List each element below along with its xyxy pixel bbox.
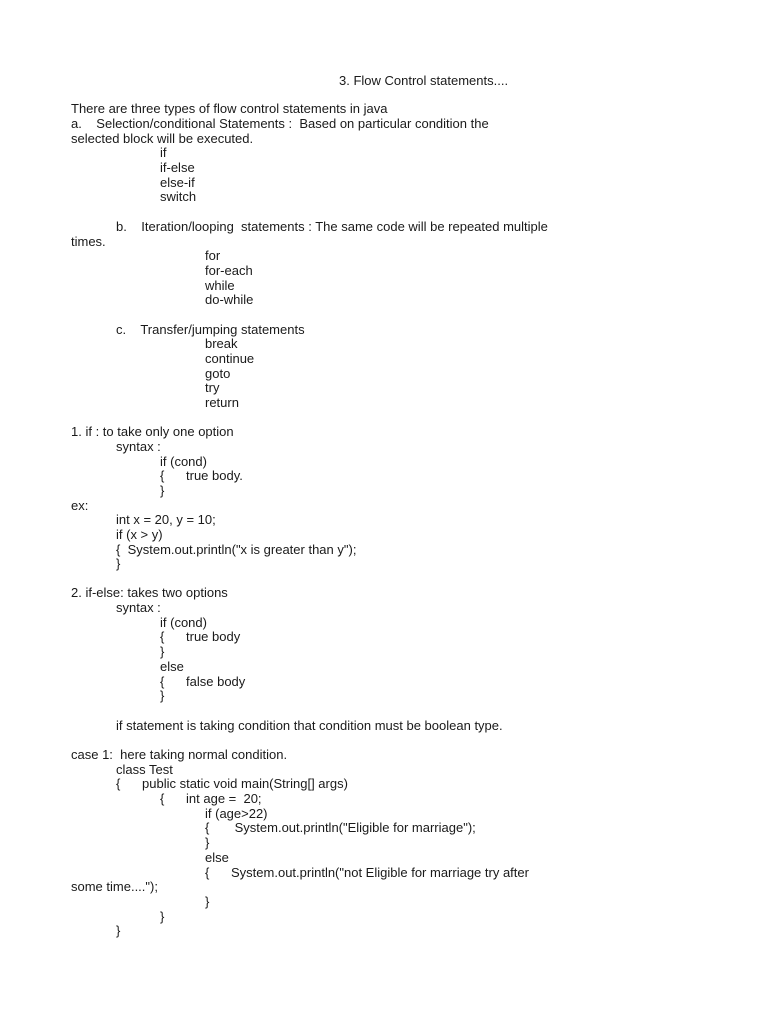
text-line: } bbox=[160, 909, 165, 924]
text-line: continue bbox=[205, 351, 255, 366]
text-line: case 1: here taking normal condition. bbox=[71, 747, 288, 762]
text-line: syntax : bbox=[116, 600, 161, 615]
text-line: int x = 20, y = 10; bbox=[116, 512, 216, 527]
text-line: { false body bbox=[160, 674, 246, 689]
text-line: class Test bbox=[116, 762, 173, 777]
text-line: for-each bbox=[205, 263, 253, 278]
text-line: syntax : bbox=[116, 439, 161, 454]
text-line: } bbox=[205, 835, 210, 850]
text-line: { true body. bbox=[160, 468, 243, 483]
text-line: 2. if-else: takes two options bbox=[71, 585, 228, 600]
text-line: { true body bbox=[160, 629, 241, 644]
text-line: if (age>22) bbox=[205, 806, 268, 821]
text-line: { public static void main(String[] args) bbox=[116, 776, 348, 791]
text-line: do-while bbox=[205, 292, 254, 307]
text-line: else bbox=[160, 659, 184, 674]
text-line: { System.out.println("Eligible for marriage"); bbox=[205, 820, 476, 835]
text-line: while bbox=[205, 278, 235, 293]
text-line: times. bbox=[71, 234, 106, 249]
text-line: { System.out.println("x is greater than y"); bbox=[116, 542, 357, 557]
text-line: a. Selection/conditional Statements : Based on particular condition the bbox=[71, 116, 489, 131]
text-line: if (cond) bbox=[160, 454, 207, 469]
text-line: c. Transfer/jumping statements bbox=[116, 322, 305, 337]
text-line: selected block will be executed. bbox=[71, 131, 254, 146]
text-line: ex: bbox=[71, 498, 89, 513]
text-line: } bbox=[160, 644, 165, 659]
document-title: 3. Flow Control statements.... bbox=[339, 73, 509, 88]
text-line: if (x > y) bbox=[116, 527, 163, 542]
text-line: for bbox=[205, 248, 221, 263]
text-line: { System.out.println("not Eligible for marriage try after bbox=[205, 865, 529, 880]
text-line: try bbox=[205, 380, 220, 395]
text-line: else-if bbox=[160, 175, 195, 190]
text-line: if bbox=[160, 145, 167, 160]
text-line: 1. if : to take only one option bbox=[71, 424, 234, 439]
text-line: b. Iteration/looping statements : The same code will be repeated multiple bbox=[116, 219, 548, 234]
text-line: if statement is taking condition that condition must be boolean type. bbox=[116, 718, 503, 733]
text-line: if (cond) bbox=[160, 615, 207, 630]
text-line: return bbox=[205, 395, 239, 410]
text-line: There are three types of flow control statements in java bbox=[71, 101, 388, 116]
text-line: } bbox=[160, 688, 165, 703]
text-line: goto bbox=[205, 366, 231, 381]
text-line: break bbox=[205, 336, 238, 351]
text-line: { int age = 20; bbox=[160, 791, 262, 806]
text-line: if-else bbox=[160, 160, 195, 175]
text-line: } bbox=[116, 923, 121, 938]
text-line: } bbox=[160, 483, 165, 498]
text-line: else bbox=[205, 850, 229, 865]
text-line: some time...."); bbox=[71, 879, 158, 894]
text-line: } bbox=[205, 894, 210, 909]
text-line: switch bbox=[160, 189, 197, 204]
text-line: } bbox=[116, 556, 121, 571]
